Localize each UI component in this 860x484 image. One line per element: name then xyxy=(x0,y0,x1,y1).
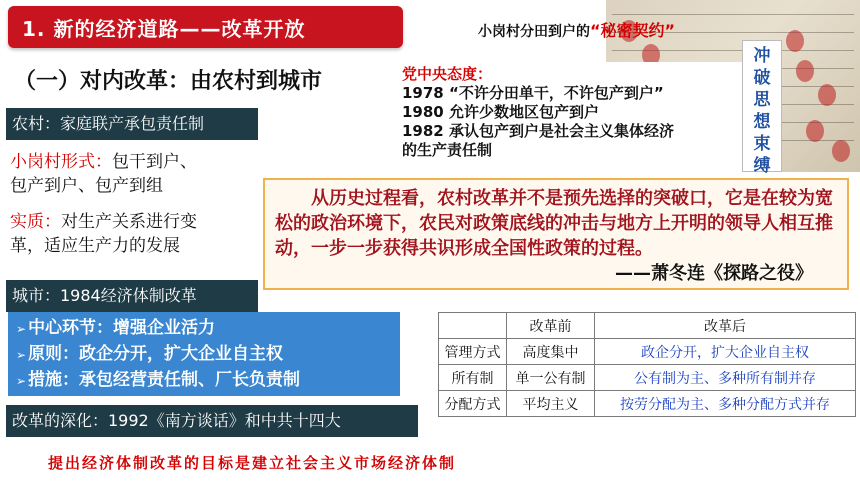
reform-deepening-label: 改革的深化：1992《南方谈话》和中共十四大 xyxy=(6,405,418,437)
attitude-item: 1978 “不许分田单干，不许包产到户” xyxy=(402,84,664,102)
xiaogang-text-1: 包干到户、 xyxy=(112,152,197,172)
attitude-item: 1982 承认包产到户是社会主义集体经济 xyxy=(402,122,674,140)
triangle-bullet-icon: ➢ xyxy=(16,322,27,336)
reform-goal-text: 提出经济体制改革的目标是建立社会主义市场经济体制 xyxy=(48,454,457,472)
table-row: 分配方式 平均主义 按劳分配为主、多种分配方式并存 xyxy=(439,391,856,417)
xiaogang-form-paragraph xyxy=(10,150,260,198)
quote-source: ——萧冬连《探路之役》 xyxy=(615,263,813,284)
xiaogang-text-2: 包产到户、包产到组 xyxy=(10,176,163,196)
rural-reform-label: 农村：家庭联产承包责任制 xyxy=(6,108,258,140)
urban-point: ➢ 中心环节：增强企业活力 xyxy=(16,318,216,338)
table-row: 管理方式 高度集中 政企分开，扩大企业自主权 xyxy=(439,339,856,365)
urban-point: ➢ 措施：承包经营责任制、厂长负责制 xyxy=(16,370,301,390)
reform-comparison-table xyxy=(438,312,856,417)
urban-reform-label: 城市：1984经济体制改革 xyxy=(6,280,258,312)
urban-points-box xyxy=(8,312,400,396)
table-row: 所有制 单一公有制 公有制为主、多种所有制并存 xyxy=(439,365,856,391)
xiaogang-prefix: 小岗村形式： xyxy=(10,152,112,172)
historical-quote-box xyxy=(263,178,849,290)
quote-text: 从历史过程看，农村改革并不是预先选择的突破口，它是在较为宽松的政治环境下，农民对政策底线的冲击与地方上开明的领导人相互推动，一步一步获得共识形成全国性政策的过程。 xyxy=(275,188,833,259)
section-subtitle: （一）对内改革：由农村到城市 xyxy=(14,69,323,94)
triangle-bullet-icon: ➢ xyxy=(16,348,27,362)
essence-prefix: 实质： xyxy=(10,212,61,232)
attitude-item: 的生产责任制 xyxy=(402,141,493,159)
triangle-bullet-icon: ➢ xyxy=(16,374,27,388)
essence-text-2: 革，适应生产力的发展 xyxy=(10,236,180,256)
slide-title: 1. 新的经济道路——改革开放 xyxy=(22,17,306,41)
essence-paragraph xyxy=(10,210,260,258)
party-attitude-box xyxy=(398,62,742,174)
table-header-row: 改革前 改革后 xyxy=(439,313,856,339)
attitude-heading: 党中央态度： xyxy=(402,65,493,83)
attitude-item: 1980 允许少数地区包产到户 xyxy=(402,103,599,121)
essence-text-1: 对生产关系进行变 xyxy=(61,212,197,232)
break-thought-shackles-label: 冲 破 思 想 束 缚 xyxy=(742,40,782,172)
urban-point: ➢ 原则：政企分开，扩大企业自主权 xyxy=(16,344,284,364)
contract-caption: 小岗村分田到户的“秘密契约” xyxy=(478,21,676,40)
